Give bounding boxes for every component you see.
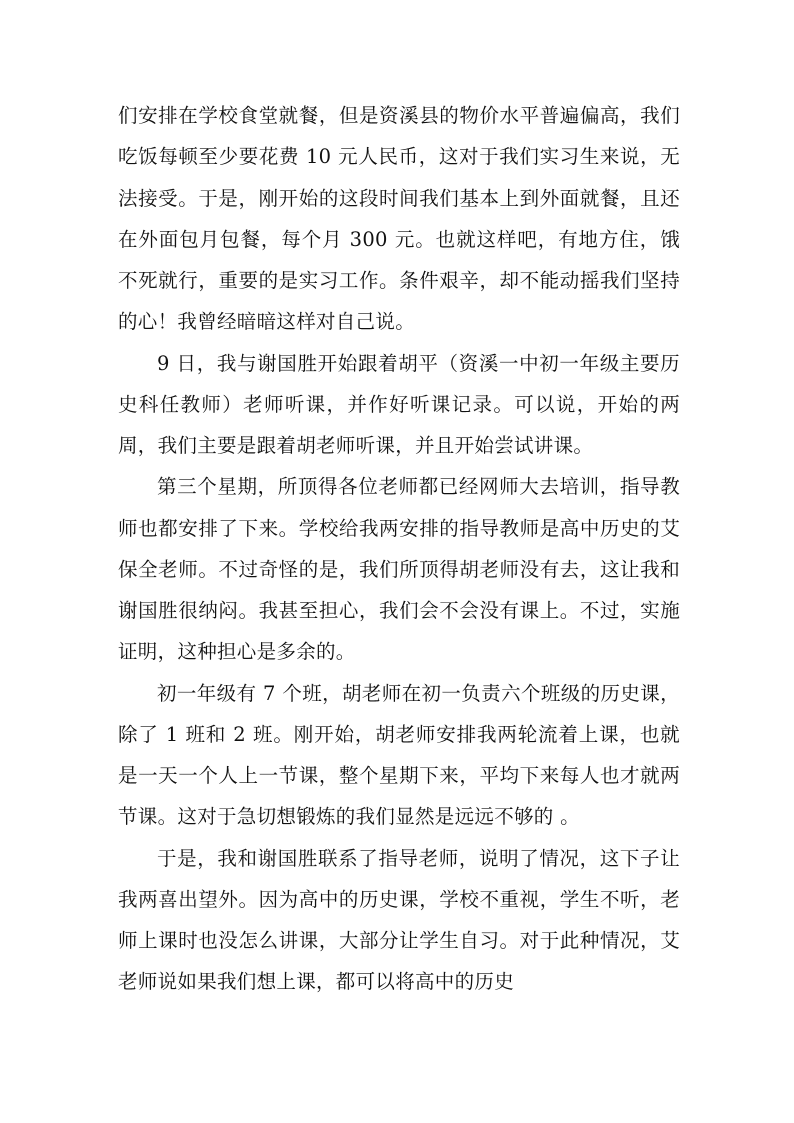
paragraph-2: 9 日，我与谢国胜开始跟着胡平（资溪一中初一年级主要历史科任教师）老师听课，并作好听课记录。可以说，开始的两周，我们主要是跟着胡老师听课，并且开始尝试讲课。 xyxy=(118,351,680,457)
document-body xyxy=(118,95,680,1003)
paragraph-4: 初一年级有 7 个班，胡老师在初一负责六个班级的历史课，除了 1 班和 2 班。刚开始，胡老师安排我两轮流着上课，也就是一天一个人上一节课，整个星期下来，平均下来每人也才就两节课。这对于急切想锻炼的我们显然是远远不够的 。 xyxy=(118,681,680,829)
paragraph-1: 们安排在学校食堂就餐，但是资溪县的物价水平普遍偏高，我们吃饭每顿至少要花费 10 元人民币，这对于我们实习生来说，无法接受。于是，刚开始的这段时间我们基本上到外面就餐，且还在外面包月包餐，每个月 300 元。也就这样吧，有地方住，饿不死就行，重要的是实习工作。条件艰辛，却不能动摇我们坚持的心！我曾经暗暗这样对自己说。 xyxy=(118,104,680,334)
paragraph-5: 于是，我和谢国胜联系了指导老师，说明了情况，这下子让我两喜出望外。因为高中的历史课，学校不重视，学生不听，老师上课时也没怎么讲课，大部分让学生自习。对于此种情况，艾老师说如果我们想上课，都可以将高中的历史 xyxy=(118,846,680,994)
paragraph-3: 第三个星期，所顶得各位老师都已经网师大去培训，指导教师也都安排了下来。学校给我两安排的指导教师是高中历史的艾保全老师。不过奇怪的是，我们所顶得胡老师没有去，这让我和谢国胜很纳闷。我甚至担心，我们会不会没有课上。不过，实施证明，这种担心是多余的。 xyxy=(118,475,680,664)
